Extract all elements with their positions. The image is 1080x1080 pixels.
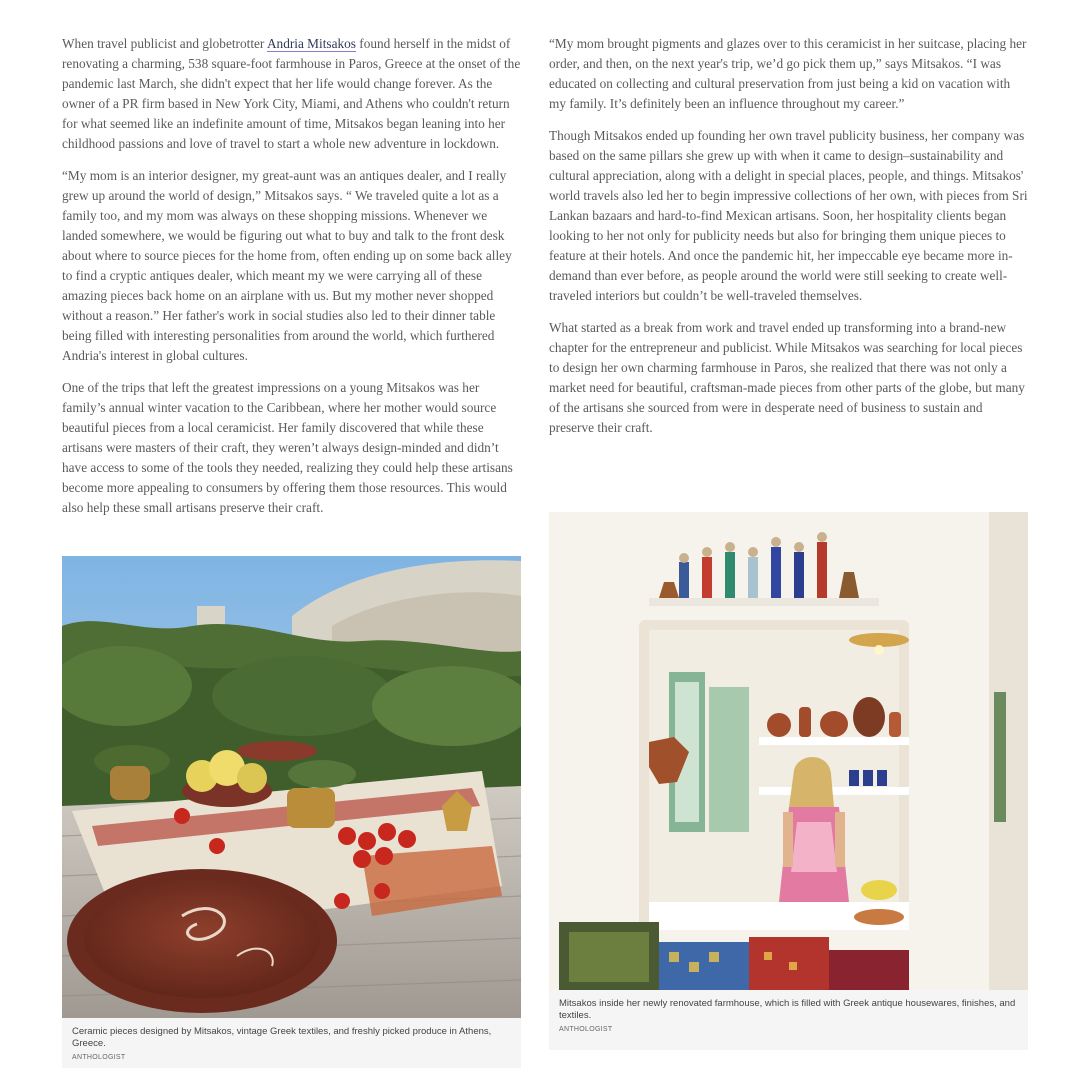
article-paragraph [62, 34, 521, 154]
photo-farmhouse-interior [549, 512, 1028, 990]
photo-credit: ANTHOLOGIST [559, 1026, 613, 1033]
article-column-right [549, 34, 1028, 450]
figure-ceramics-table [62, 556, 521, 1068]
photo-ceramics-table [62, 556, 521, 1018]
article-paragraph: “My mom is an interior designer, my great-aunt was an antiques dealer, and I really grew up around the world of design,” Mitsakos says. “ We traveled quite a lot as a family too, and my mom was always on these shopping missions. Whenever we landed somewhere, we would be figuring out what to buy and talk to the front desk about where to source pieces for the home from, often ending up on some back alley to find a cryptic antiques dealer, which meant my we were carrying all of these amazing pieces back home on an airplane with us. But my mother never shopped without a reason.” Her father's work in social studies also led to their dinner table being filled with interesting personalities from around the world, which furthered Andria's interest in global cultures. [62, 168, 512, 363]
figure-caption: Mitsakos inside her newly renovated farmhouse, which is filled with Greek antique housewares, finishes, and textiles. [559, 998, 1016, 1021]
article-paragraph: “My mom brought pigments and glazes over to this ceramicist in her suitcase, placing her order, and then, on the next year's trip, we’d go pick them up,” says Mitsakos. “I was educated on collecting and cultural preservation from just being a kid on vacation with my family. It’s definitely been an influence throughout my career.” [549, 36, 1027, 111]
article-column-left [62, 34, 521, 530]
paragraph-text: found herself in the midst of renovating a charming, 538 square-foot farmhouse in Paros, Greece at the onset of the pandemic last March, she didn't expect that her life would change forever. As the owner of a PR firm based in New York City, Miami, and Athens who couldn't return for what seemed like an indefinite amount of time, Mitsakos began leaning into her childhood passions and love of travel to start a whole new adventure in lockdown. [62, 36, 521, 151]
article-paragraph: What started as a break from work and travel ended up transforming into a brand-new chapter for the entrepreneur and publicist. While Mitsakos was searching for local pieces to design her own charming farmhouse in Paros, she realized that there was not only a market need for beautiful, craftsman-made pieces from other parts of the globe, but many of the artisans she sourced from were in desperate need of business to sustain and preserve their craft. [549, 320, 1025, 435]
author-link[interactable]: Andria Mitsakos [266, 36, 356, 51]
figure-caption: Ceramic pieces designed by Mitsakos, vintage Greek textiles, and freshly picked produce in Athens, Greece. [72, 1026, 492, 1049]
photo-credit: ANTHOLOGIST [72, 1054, 126, 1061]
article-paragraph: One of the trips that left the greatest impressions on a young Mitsakos was her family’s annual winter vacation to the Caribbean, where her mother would source beautiful pieces from a local ceramicist. Her family discovered that while these artisans were masters of their craft, they weren’t always design-minded and didn’t have access to some of the tools they needed, realizing they could help these artisans become more appealing to consumers by offering them those resources. This would also help these small artisans preserve their craft. [62, 380, 513, 515]
paragraph-text: When travel publicist and globetrotter [62, 36, 267, 51]
figure-farmhouse-interior [549, 512, 1028, 1050]
article-paragraph: Though Mitsakos ended up founding her own travel publicity business, her company was based on the same pillars she grew up with when it came to design–sustainability and cultural appreciation, along with a delight in special places, people, and things. Mitsakos' world travels also led her to begin impressive collections of her own, with pieces from Sri Lankan bazaars and hard-to-find Mexican artisans. Soon, her hospitality clients began looking to her not only for publicity needs but also for bringing them unique pieces to feature at their hotels. And once the pandemic hit, her impeccable eye became more in-demand than ever before, as people around the world were still seeking to create well-traveled interiors but couldn’t be well-traveled themselves. [549, 128, 1028, 303]
